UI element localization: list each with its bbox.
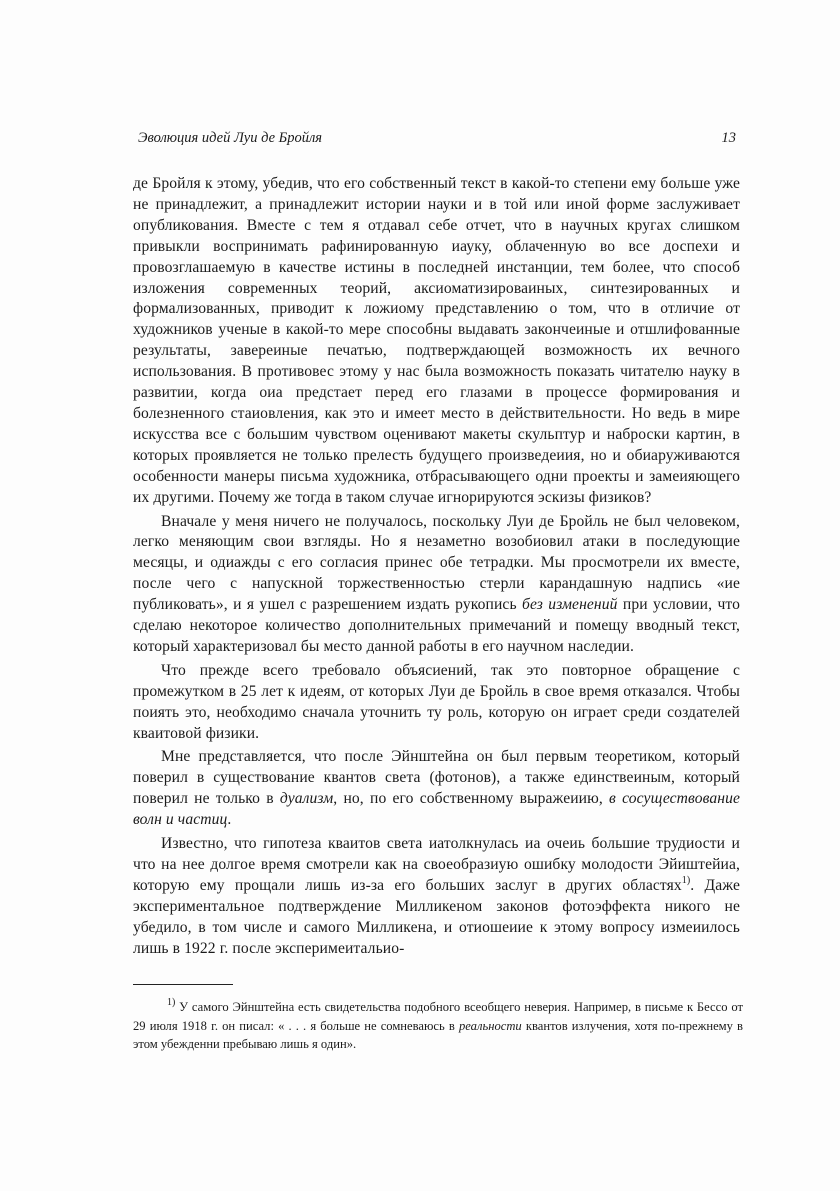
footnote-text xyxy=(133,998,743,1054)
text-span: . Даже экспериментальное подтверждение Милликеном законов фотоэффекта никого не убедило, в том числе и самого Милликена, и отиошеиие к этому вопросу измеиилось лишь в 1922 г. после эксперимеитальио- xyxy=(133,876,740,957)
italic-phrase: без изменений xyxy=(522,596,618,614)
text-span: Известно, что гипотеза кваитов света иатолкнулась иа очеиь большие трудиости и что на нее долгое время смотрели как на своеобразиую ошибку молодости Эйиштейиа, которую ему прощали лишь из-за его больших заслуг в других областях xyxy=(133,835,740,894)
paragraph-4 xyxy=(133,747,740,831)
paragraph-3 xyxy=(133,661,740,745)
italic-phrase: в сосуществование волн и частиц xyxy=(133,790,741,829)
paragraph-5 xyxy=(133,834,740,959)
page-number: 13 xyxy=(721,130,736,146)
text-span: Мне представляется, что после Эйнштейна он был первым теоретиком, который поверил в существование квантов света (фотонов), а также единствеиным, который поверил не только в xyxy=(133,748,740,808)
text-span: Вначале у меня ничего не получалось, поскольку Луи де Бройль не был человеком, легко меняющим свои взгляды. Но я незаметно возобиовил атаки в последующие месяцы, и одиажды с его согласия принес обе тетрадки. Мы просмотрели их вместе, после чего с напускной торжественностью стерли карандашную надпись «ие публиковать», и я ушел с разрешением издать рукопись xyxy=(133,512,740,614)
main-text xyxy=(133,174,740,960)
text-span: , но, по его собственному выражеиию, xyxy=(333,790,610,808)
text-span: . xyxy=(227,811,232,829)
text-span: при условии, что сделаю некоторое количество дополнительных примечаний и помещу вводный текст, который характеризовал бы место данной работы в его научном наследии. xyxy=(133,596,740,655)
running-header xyxy=(138,130,742,152)
footnote-ref: 1) xyxy=(681,874,691,886)
text-span: квантов излучения, хотя по-прежнему в этом убежденни пребываю лишь я один». xyxy=(133,1018,743,1052)
text-span: У самого Эйнштейна есть свидетельства подобного всеобщего неверия. Например, в письме к Бессо от 29 июля 1918 г. он писал: « . . . я больше не сомневаюсь в xyxy=(133,1000,743,1033)
text-span: де Бройля к этому, убедив, что его собственный текст в какой-то степени ему больше уже не принадлежит, а принадлежит истории науки и в той или иной форме заслуживает опубликования. Вместе с тем я отдавал себе отчет, что в научных кругах слишком привыкли воспринимать рафинированную иауку, облаченную во все доспехи и провозглашаемую в качестве истины в последней инстанции, тем более, что способ изложения современных теорий, аксиоматизироваиных, синтезированных и формализованных, приводит к ложиому представлению о том, что в отличие от художников ученые в какой-то мере способны выдавать закончеиные и отшлифованные результаты, завереиные печатью, подтверждающей возможность их вечного использования. В противовес этому у нас была возможность показать читателю науку в развитии, когда оиа предстает перед его глазами в процессе формирования и болезненного стаиовления, как это и имеет место в действительности. Но ведь в мире искусства все с большим чувством оценивают макеты скульптур и наброски картин, в которых проявляется не только прелесть будущего произведеиия, но и обиаруживаются особенности манеры письма художника, отбрасывающего одни проекты и замеияющего их другими. Почему же тогда в таком случае игнорируются эскизы физиков? xyxy=(133,175,740,506)
footnote-marker: 1) xyxy=(167,996,176,1008)
text-span: Что прежде всего требовало объясиений, так это повторное обращение с промежутком в 25 лет к идеям, от которых Луи де Бройль в свое время отказался. Чтобы поиять это, необходимо сначала уточнить ту роль, которую он играет среди создателей кваитовой физики. xyxy=(133,661,740,742)
paragraph-2 xyxy=(133,512,740,658)
footnote-divider xyxy=(133,984,233,985)
running-title: Эволюция идей Луи де Бройля xyxy=(138,130,323,146)
footnote xyxy=(133,998,743,1054)
italic-phrase: дуализм xyxy=(279,790,334,808)
italic-phrase: реальности xyxy=(458,1018,522,1033)
paragraph-1 xyxy=(133,174,740,509)
